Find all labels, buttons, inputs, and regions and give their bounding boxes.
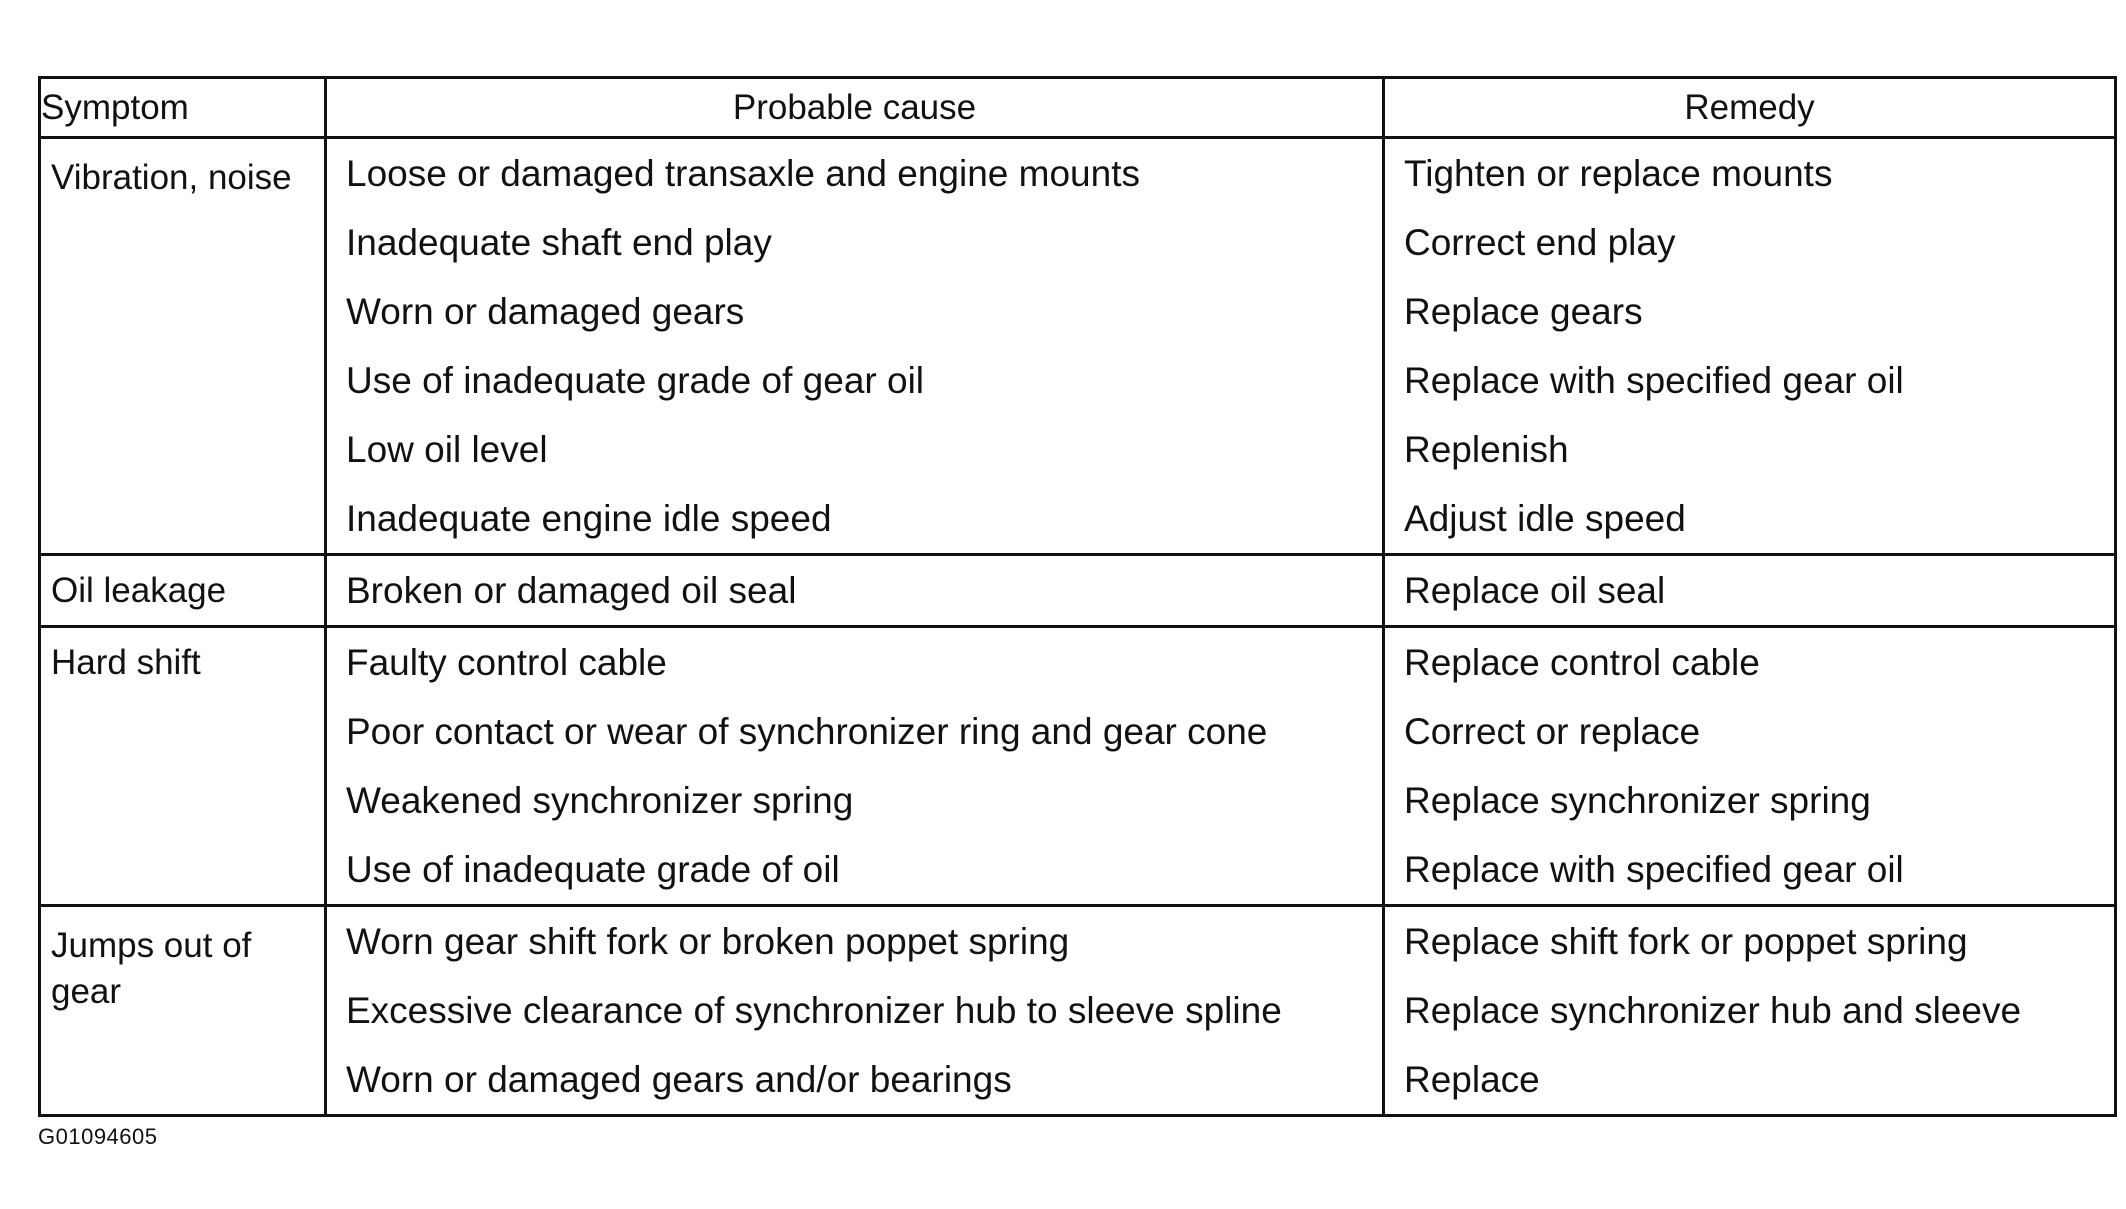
- remedy-text: Correct end play: [1404, 222, 1676, 263]
- cause-text: Low oil level: [346, 429, 548, 470]
- remedy-text: Replace synchronizer hub and sleeve: [1404, 990, 2022, 1031]
- table-row-group: [40, 555, 2116, 627]
- remedy-text: Replace synchronizer spring: [1404, 780, 1871, 821]
- remedy-cell: [1384, 627, 2116, 906]
- cause-text: Weakened synchronizer spring: [346, 780, 854, 821]
- remedy-text: Tighten or replace mounts: [1404, 153, 1833, 194]
- header-symptom: Symptom: [40, 78, 326, 138]
- figure-id: G01094605: [38, 1124, 158, 1149]
- remedy-text: Replace oil seal: [1404, 570, 1666, 611]
- symptom-cell: [40, 555, 326, 627]
- cause-text: Broken or damaged oil seal: [346, 570, 797, 611]
- table-header-row: [40, 78, 2116, 138]
- remedy-text: Replace control cable: [1404, 642, 1760, 683]
- remedy-cell: [1384, 906, 2116, 1116]
- remedy-cell: [1384, 138, 2116, 555]
- header-probable-cause: Probable cause: [326, 78, 1384, 138]
- cause-text: Excessive clearance of synchronizer hub to sleeve spline: [346, 990, 1282, 1031]
- symptom-cell: [40, 138, 326, 555]
- remedy-text: Adjust idle speed: [1404, 498, 1686, 539]
- remedy-text: Replace shift fork or poppet spring: [1404, 921, 1968, 962]
- header-remedy: Remedy: [1384, 78, 2116, 138]
- remedy-text: Replace: [1404, 1059, 1540, 1100]
- cause-text: Use of inadequate grade of oil: [346, 849, 840, 890]
- symptom-text: Hard shift: [51, 643, 201, 682]
- table-row-group: [40, 906, 2116, 1116]
- table-row-group: [40, 138, 2116, 555]
- cause-text: Worn gear shift fork or broken poppet spring: [346, 921, 1070, 962]
- symptom-text: Oil leakage: [51, 571, 227, 610]
- cause-text: Loose or damaged transaxle and engine mounts: [346, 153, 1140, 194]
- troubleshooting-table: [38, 76, 2117, 1117]
- table-row-group: [40, 627, 2116, 906]
- cause-text: Worn or damaged gears and/or bearings: [346, 1059, 1012, 1100]
- symptom-cell: [40, 627, 326, 906]
- remedy-text: Replace with specified gear oil: [1404, 849, 1904, 890]
- remedy-cell: [1384, 555, 2116, 627]
- cause-cell: [326, 627, 1384, 906]
- cause-cell: [326, 906, 1384, 1116]
- troubleshooting-document: [38, 76, 2114, 1117]
- cause-cell: [326, 138, 1384, 555]
- cause-text: Faulty control cable: [346, 642, 667, 683]
- cause-text: Inadequate shaft end play: [346, 222, 772, 263]
- remedy-text: Replace with specified gear oil: [1404, 360, 1904, 401]
- remedy-text: Replenish: [1404, 429, 1569, 470]
- symptom-text: Jumps out of gear: [51, 926, 252, 1011]
- symptom-cell: [40, 906, 326, 1116]
- cause-text: Use of inadequate grade of gear oil: [346, 360, 925, 401]
- remedy-text: Correct or replace: [1404, 711, 1701, 752]
- cause-text: Inadequate engine idle speed: [346, 498, 832, 539]
- cause-text: Worn or damaged gears: [346, 291, 745, 332]
- remedy-text: Replace gears: [1404, 291, 1643, 332]
- cause-text: Poor contact or wear of synchronizer ring and gear cone: [346, 711, 1268, 752]
- cause-cell: [326, 555, 1384, 627]
- symptom-text: Vibration, noise: [51, 158, 292, 197]
